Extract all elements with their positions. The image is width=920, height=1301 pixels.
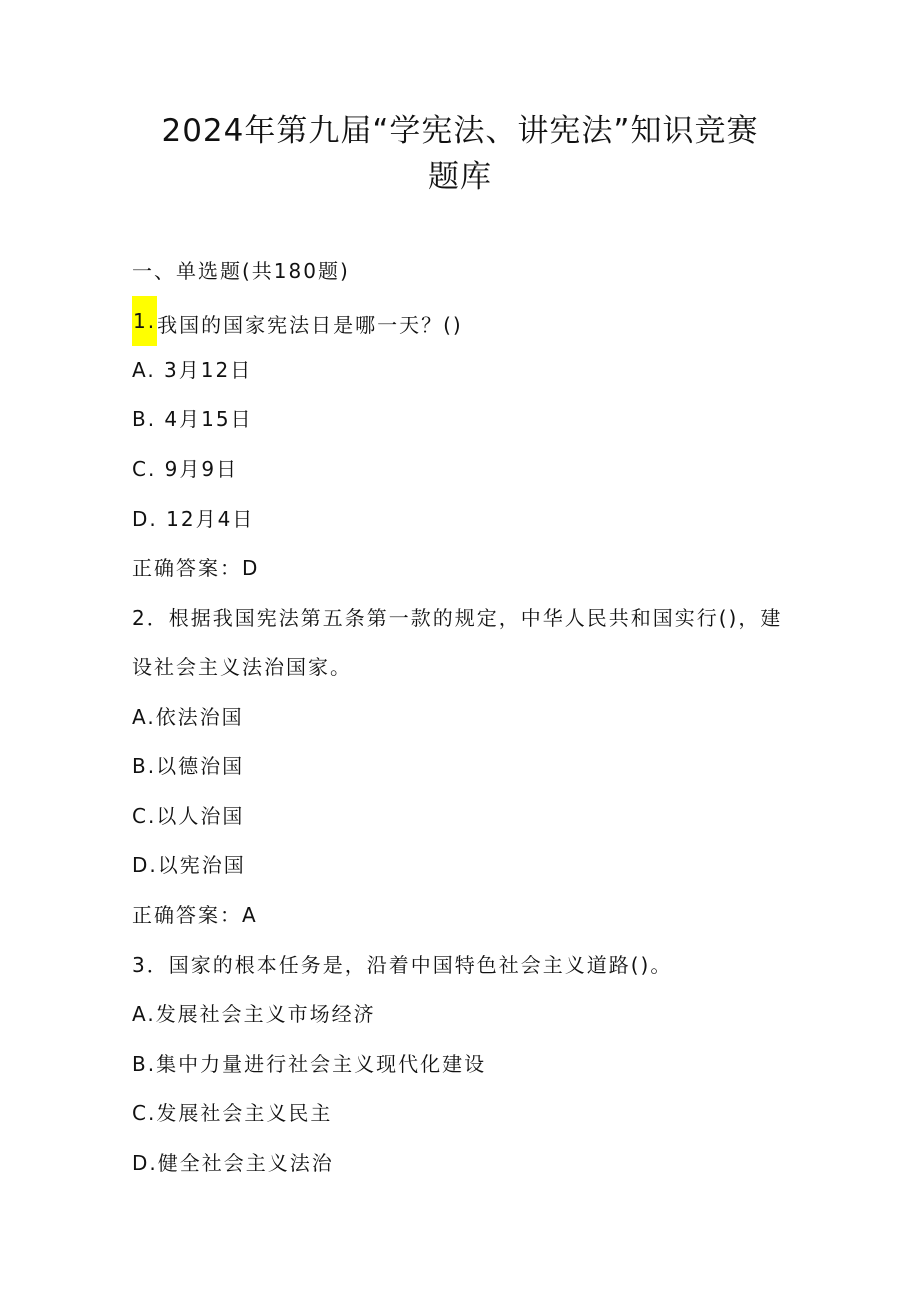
question-3-text: ．国家的根本任务是，沿着中国特色社会主义道路()。 <box>146 953 673 977</box>
question-2-answer: 正确答案：A <box>132 903 258 927</box>
question-2-number: 2 <box>132 606 147 630</box>
title-line-2: 题库 <box>428 159 492 195</box>
question-1-option-b: B. 4月15日 <box>132 407 253 431</box>
question-2-option-c: C.以人治国 <box>132 804 245 828</box>
question-1-option-c: C. 9月9日 <box>132 457 239 481</box>
question-2-stem-line-2: 设社会主义法治国家。 <box>132 655 352 679</box>
question-1-answer: 正确答案：D <box>132 556 260 580</box>
question-1-option-d: D. 12月4日 <box>132 507 255 531</box>
document-title <box>100 108 820 200</box>
question-1-stem <box>132 307 463 346</box>
question-3-number: 3 <box>132 953 147 977</box>
question-2-option-a: A.依法治国 <box>132 705 244 729</box>
question-2-stem-line-1 <box>132 604 782 632</box>
title-line-1: 2024年第九届“学宪法、讲宪法”知识竞赛 <box>161 113 759 149</box>
question-3-option-c: C.发展社会主义民主 <box>132 1101 333 1125</box>
section-heading: 一、单选题(共180题) <box>132 259 350 283</box>
question-2-text-1: ．根据我国宪法第五条第一款的规定，中华人民共和国实行()，建 <box>146 606 783 630</box>
question-3-stem <box>132 951 672 979</box>
question-1-number: 1. <box>132 296 157 346</box>
question-2-option-b: B.以德治国 <box>132 754 245 778</box>
question-3-option-b: B.集中力量进行社会主义现代化建设 <box>132 1052 487 1076</box>
question-3-option-a: A.发展社会主义市场经济 <box>132 1002 376 1026</box>
question-1-option-a: A. 3月12日 <box>132 358 253 382</box>
question-3-option-d: D.健全社会主义法治 <box>132 1151 334 1175</box>
question-2-option-d: D.以宪治国 <box>132 853 246 877</box>
question-1-text: 我国的国家宪法日是哪一天？() <box>157 313 463 337</box>
